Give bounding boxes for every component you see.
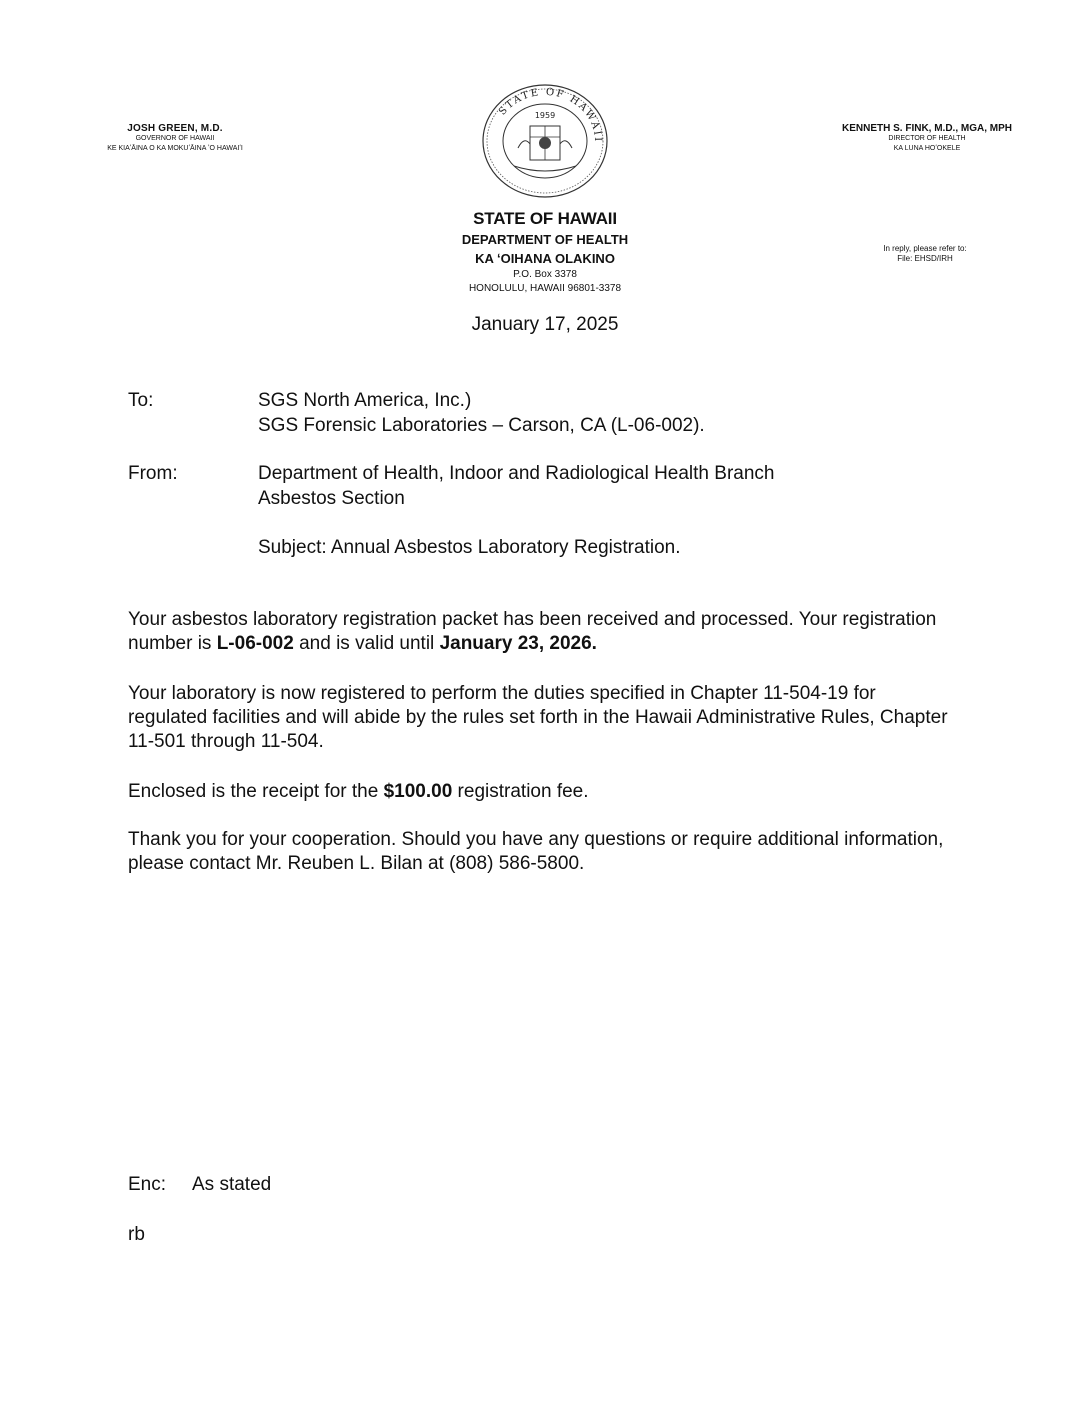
valid-until-date: January 23, 2026. — [439, 633, 597, 654]
state-seal-icon — [478, 82, 612, 200]
agency-state: STATE OF HAWAII — [473, 209, 617, 228]
governor-title: GOVERNOR OF HAWAII — [135, 135, 215, 142]
enclosure-label: Enc: — [128, 1174, 167, 1195]
to-label: To: — [128, 390, 154, 411]
seal-year: 1959 — [534, 111, 556, 120]
subject-line: Subject: Annual Asbestos Laboratory Registration. — [258, 537, 681, 558]
governor-block — [100, 124, 250, 154]
governor-name: JOSH GREEN, M.D. — [127, 123, 223, 134]
registration-fee: $100.00 — [383, 781, 453, 802]
from-label: From: — [128, 463, 178, 484]
paragraph-contact: Thank you for your cooperation. Should you have any questions or require additional information, please contact Mr. Reuben L. Bilan at (808) 586-5800. — [128, 829, 944, 874]
reply-line-1: In reply, please refer to: — [883, 244, 967, 253]
reply-file: File: EHSD/IRH — [897, 254, 953, 263]
from-line-2: Asbestos Section — [258, 488, 405, 509]
from-line-1: Department of Health, Indoor and Radiological Health Branch — [258, 463, 775, 484]
director-block — [832, 124, 1022, 154]
to-line-2: SGS Forensic Laboratories – Carson, CA (L-06-002). — [258, 415, 705, 436]
registration-number: L-06-002 — [216, 633, 294, 654]
agency-city: HONOLULU, HAWAII 96801-3378 — [468, 283, 622, 294]
p3-text-a: Enclosed is the receipt for the — [128, 781, 384, 802]
p1-text-b: and is valid until — [293, 633, 440, 654]
p1-text-a: Your asbestos laboratory registration packet has been received and processed. Your registration number is — [128, 609, 937, 654]
paragraph-fee — [128, 780, 958, 804]
initials: rb — [128, 1224, 145, 1245]
to-recipient — [258, 388, 705, 438]
reply-reference — [870, 244, 980, 264]
agency-department: DEPARTMENT OF HEALTH — [461, 232, 629, 247]
seal-text: STATE OF HAWAII — [497, 86, 604, 144]
paragraph-registration — [128, 608, 958, 656]
enclosure-value: As stated — [192, 1174, 272, 1195]
from-sender — [258, 461, 774, 511]
agency-block — [380, 208, 710, 296]
director-title-hawaiian: KA LUNA HOʻOKELE — [893, 145, 961, 152]
letter-date: January 17, 2025 — [471, 314, 619, 335]
agency-department-hawaiian: KA ʻOIHANA OLAKINO — [475, 251, 615, 266]
to-line-1: SGS North America, Inc.) — [258, 390, 472, 411]
governor-title-hawaiian: KE KIAʻĀINA O KA MOKUʻĀINA ʻO HAWAIʻI — [107, 145, 243, 152]
director-name: KENNETH S. FINK, M.D., MGA, MPH — [842, 123, 1012, 134]
p3-text-b: registration fee. — [452, 781, 589, 802]
director-title: DIRECTOR OF HEALTH — [888, 135, 966, 142]
paragraph-duties: Your laboratory is now registered to perform the duties specified in Chapter 11-504-19 for regulated facilities and will abide by the rules set forth in the Hawaii Administrative Rules, Chapter 11-501 through 11-504. — [128, 683, 948, 752]
agency-po-box: P.O. Box 3378 — [513, 269, 577, 280]
